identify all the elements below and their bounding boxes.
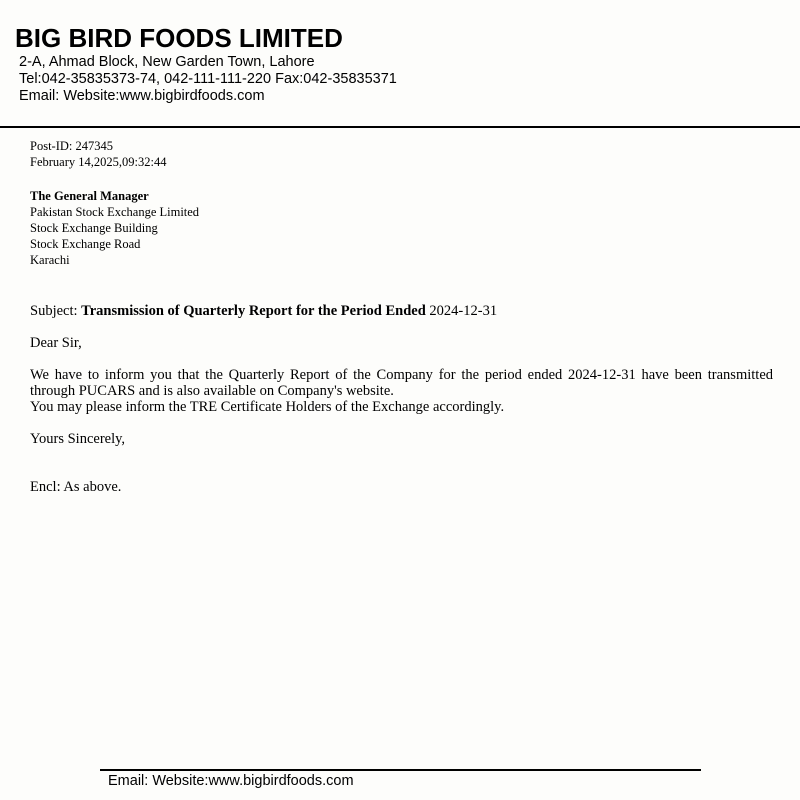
subject-prefix: Subject: xyxy=(30,303,82,319)
post-id: Post-ID: 247345 xyxy=(30,139,113,153)
footer-email-website: Email: Website:www.bigbirdfoods.com xyxy=(108,773,354,789)
recipient-title: The General Manager xyxy=(30,189,149,203)
recipient-road: Stock Exchange Road xyxy=(30,237,141,251)
company-tel-fax: Tel:042-35835373-74, 042-111-111-220 Fax:042-35835371 xyxy=(19,71,397,87)
body-paragraph-1: We have to inform you that the Quarterly Report of the Company for the period ended 2024-12-31 have been transmitted through PUCARS and is also available on Company's website. xyxy=(30,367,773,399)
recipient-org: Pakistan Stock Exchange Limited xyxy=(30,205,200,219)
enclosure-note: Encl: As above. xyxy=(30,479,122,495)
post-date: February 14,2025,09:32:44 xyxy=(30,155,167,169)
company-address: 2-A, Ahmad Block, New Garden Town, Lahore xyxy=(19,54,315,70)
body-paragraph-2: You may please inform the TRE Certificate Holders of the Exchange accordingly. xyxy=(30,399,505,415)
subject-date: 2024-12-31 xyxy=(425,303,498,319)
salutation: Dear Sir, xyxy=(30,335,82,351)
recipient-address xyxy=(30,188,199,268)
footer xyxy=(100,769,701,800)
company-name: BIG BIRD FOODS LIMITED xyxy=(15,23,343,53)
letterhead xyxy=(0,0,800,128)
subject-line xyxy=(30,303,497,319)
recipient-city: Karachi xyxy=(30,253,70,267)
company-email-website: Email: Website:www.bigbirdfoods.com xyxy=(19,88,265,104)
closing: Yours Sincerely, xyxy=(30,431,126,447)
subject-title: Transmission of Quarterly Report for the Period Ended xyxy=(81,303,426,319)
recipient-building: Stock Exchange Building xyxy=(30,221,158,235)
